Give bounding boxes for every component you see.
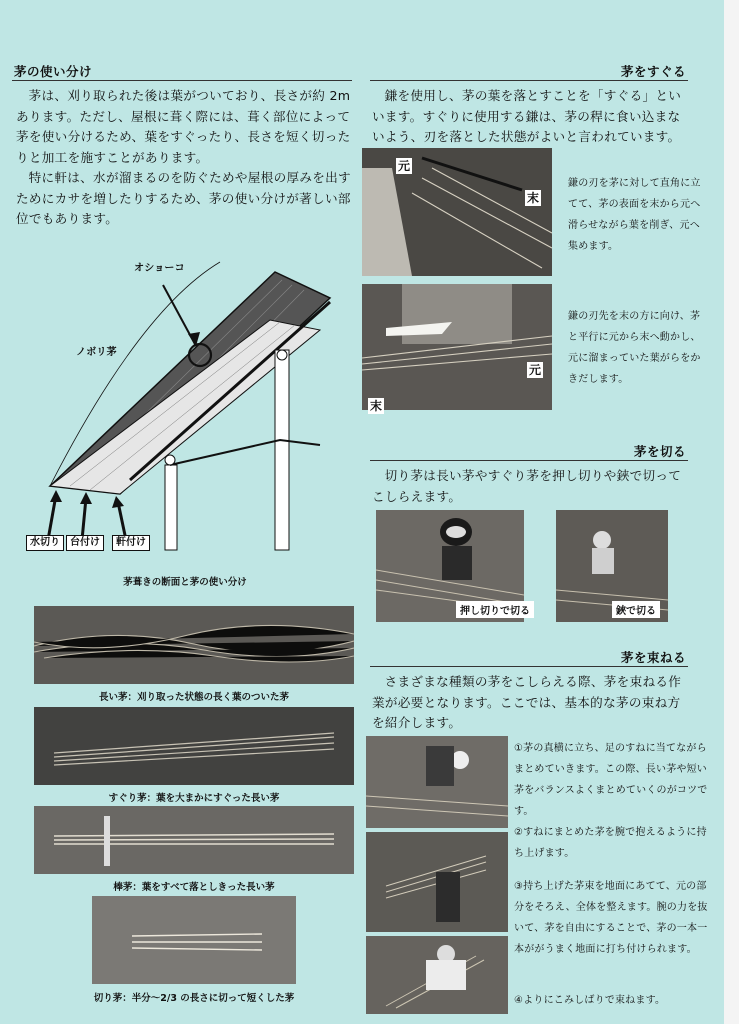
tsukaiwake-text: [16, 86, 352, 230]
section-heading-kiru: 茅を切る: [633, 444, 686, 459]
photo-suguri-kaya: [34, 707, 354, 785]
sue-tag-1: 末: [527, 191, 540, 205]
diagram-caption: 茅葺きの断面と茅の使い分け: [123, 577, 247, 588]
suguru-note-2: 鎌の刃先を末の方に向け、茅と平行に元から末へ動かし、元に溜まっていた葉がらをかきだします。: [568, 311, 701, 385]
photo-nagai-kaya: [34, 606, 354, 684]
photo-bou-kaya: [34, 806, 354, 874]
caption-oshikiri: 押し切りで切る: [456, 601, 534, 618]
paragraph-2: 特に軒は、水が溜まるのを防ぐためや屋根の厚みを出すためにカサを増したりするため、茅の使い分けが著しい部位でもあります。: [16, 170, 351, 226]
tabaneru-step-3: ③持ち上げた茅束を地面にあてて、元の部分をそろえ、全体を整えます。腕の力を抜いて、茅を自由にすることで、茅の一本一本ががうまく地面に打ち付けられます。: [514, 881, 708, 955]
photo-tabaneru-3: [366, 936, 508, 1014]
caption-bou-kaya: 棒茅：葉をすべて落としきった長い茅: [113, 882, 275, 893]
heading-rule: [370, 80, 688, 81]
kiru-paragraph: 切り茅は長い茅やすぐり茅を押し切りや鋏で切ってこしらえます。: [372, 468, 682, 504]
photo-kiri-kaya: [92, 896, 296, 984]
label-nokizuke: 軒付け: [112, 535, 150, 551]
label-daizuke: 台付け: [66, 535, 104, 551]
paragraph-1: 茅は、刈り取られた後は葉がついており、長さが約 2m あります。ただし、屋根に葺く際には、葺く部位によって茅を使い分けるため、葉をすぐったり、長さを短く切ったりと加工を施すことがあります。: [16, 88, 351, 165]
suguru-paragraph: 鎌を使用し、茅の葉を落とすことを「すぐる」といいます。すぐりに使用する鎌は、茅の稈に食い込まないよう、刃を落とした状態がよいと言われています。: [372, 88, 682, 144]
kiru-text: [372, 466, 692, 507]
roof-section-diagram: [20, 250, 350, 555]
label-nobori: ノボリ茅: [76, 347, 117, 358]
photo-tabaneru-2: [366, 832, 508, 932]
tabaneru-step-2: ②すねにまとめた茅を腕で抱えるように持ち上げます。: [514, 827, 707, 859]
caption-kiri-kaya: 切り茅：半分〜2/3 の長さに切って短くした茅: [93, 993, 295, 1004]
photo-suguru-2: [362, 284, 552, 410]
label-oshoko: オショーコ: [134, 263, 185, 274]
tabaneru-step-4: ④よりにこみしばりで束ねます。: [514, 995, 666, 1006]
suguru-text: [372, 86, 692, 148]
caption-suguri-kaya: すぐり茅：葉を大まかにすぐった長い茅: [108, 793, 280, 804]
heading-rule: [12, 80, 352, 81]
tabaneru-text: [372, 672, 692, 734]
photo-tabaneru-1: [366, 736, 508, 828]
label-mizukiri: 水切り: [26, 535, 64, 551]
section-heading-tabaneru: 茅を束ねる: [620, 650, 686, 665]
page-edge: [724, 0, 739, 1024]
tabaneru-paragraph: さまざまな種類の茅をこしらえる際、茅を束ねる作業が必要となります。ここでは、基本的な茅の束ね方を紹介します。: [372, 674, 682, 730]
suguru-note-1: 鎌の刃を茅に対して直角に立てて、茅の表面を末から元へ滑らせながら葉を削ぎ、元へ集めます。: [568, 178, 701, 252]
section-heading-suguru: 茅をすぐる: [620, 64, 686, 79]
caption-nagai-kaya: 長い茅：刈り取った状態の長く葉のついた茅: [98, 692, 289, 703]
moto-tag-1: 元: [398, 159, 411, 173]
heading-rule: [370, 460, 688, 461]
photo-suguru-1: [362, 148, 552, 276]
caption-hasami: 鋏で切る: [612, 601, 660, 618]
heading-rule: [370, 666, 688, 667]
tabaneru-step-1: ①茅の真横に立ち、足のすねに当てながらまとめていきます。この際、長い茅や短い茅をバランスよくまとめていくのがコツです。: [514, 743, 708, 817]
sue-tag-2: 末: [370, 399, 383, 413]
section-heading-tsukaiwake: 茅の使い分け: [14, 64, 93, 79]
moto-tag-2: 元: [529, 363, 542, 377]
